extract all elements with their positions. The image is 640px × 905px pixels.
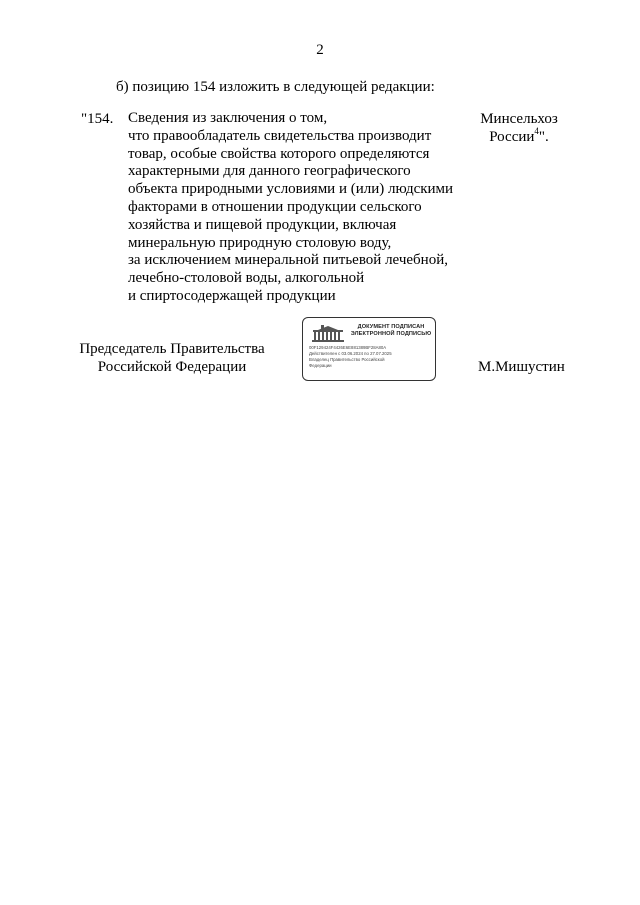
government-building-icon — [309, 323, 347, 343]
electronic-signature-stamp — [302, 317, 436, 381]
ministry-name: России — [489, 129, 535, 145]
item-text-line: за исключением минеральной питьевой лечебной, — [128, 252, 448, 269]
item-text-line: что правообладатель свидетельства производит — [128, 127, 432, 144]
stamp-title-line-1: ДОКУМЕНТ ПОДПИСАН — [357, 324, 425, 330]
item-text-line: и спиртосодержащей продукции — [128, 287, 336, 304]
certificate-owner-cont: Федерации — [309, 363, 332, 368]
footnote-marker: 4 — [534, 126, 539, 136]
ministry-line-2 — [464, 128, 574, 146]
item-text-line: товар, особые свойства которого определяются — [128, 145, 430, 162]
item-text-line: характерными для данного географического — [128, 163, 411, 180]
item-number: "154. — [81, 111, 114, 127]
stamp-title — [347, 324, 435, 338]
signatory-title-line-1: Председатель Правительства — [79, 341, 265, 357]
certificate-number: 00F129424F4426E6E881389BF28A80A — [309, 345, 387, 350]
responsible-ministry — [464, 110, 574, 146]
item-text-line: Сведения из заключения о том, — [128, 110, 328, 126]
signatory-name: М.Мишустин — [478, 359, 565, 375]
item-description — [128, 110, 453, 306]
item-text-line: минеральную природную столовую воду, — [128, 234, 392, 251]
signatory-title-line-2: Российской Федерации — [97, 359, 247, 375]
intro-line: б) позицию 154 изложить в следующей редакции: — [116, 79, 435, 95]
item-text-line: факторами в отношении продукции сельского — [128, 198, 422, 215]
closing-quote: ". — [538, 129, 549, 145]
validity-period: Действителен с 03.06.2024 по 27.07.2025 — [309, 351, 392, 356]
item-text-line: хозяйства и пищевой продукции, включая — [128, 216, 397, 233]
stamp-title-line-2: ЭЛЕКТРОННОЙ ПОДПИСЬЮ — [350, 331, 432, 337]
item-text-line: объекта природными условиями и (или) людскими — [128, 181, 454, 198]
item-text-line: лечебно-столовой воды, алкогольной — [128, 270, 365, 287]
ministry-line-1: Минсельхоз — [480, 111, 558, 127]
signatory-title — [72, 340, 272, 376]
stamp-details — [309, 345, 433, 369]
page-number: 2 — [316, 42, 324, 58]
certificate-owner: Владелец Правительство Российской — [309, 357, 385, 362]
